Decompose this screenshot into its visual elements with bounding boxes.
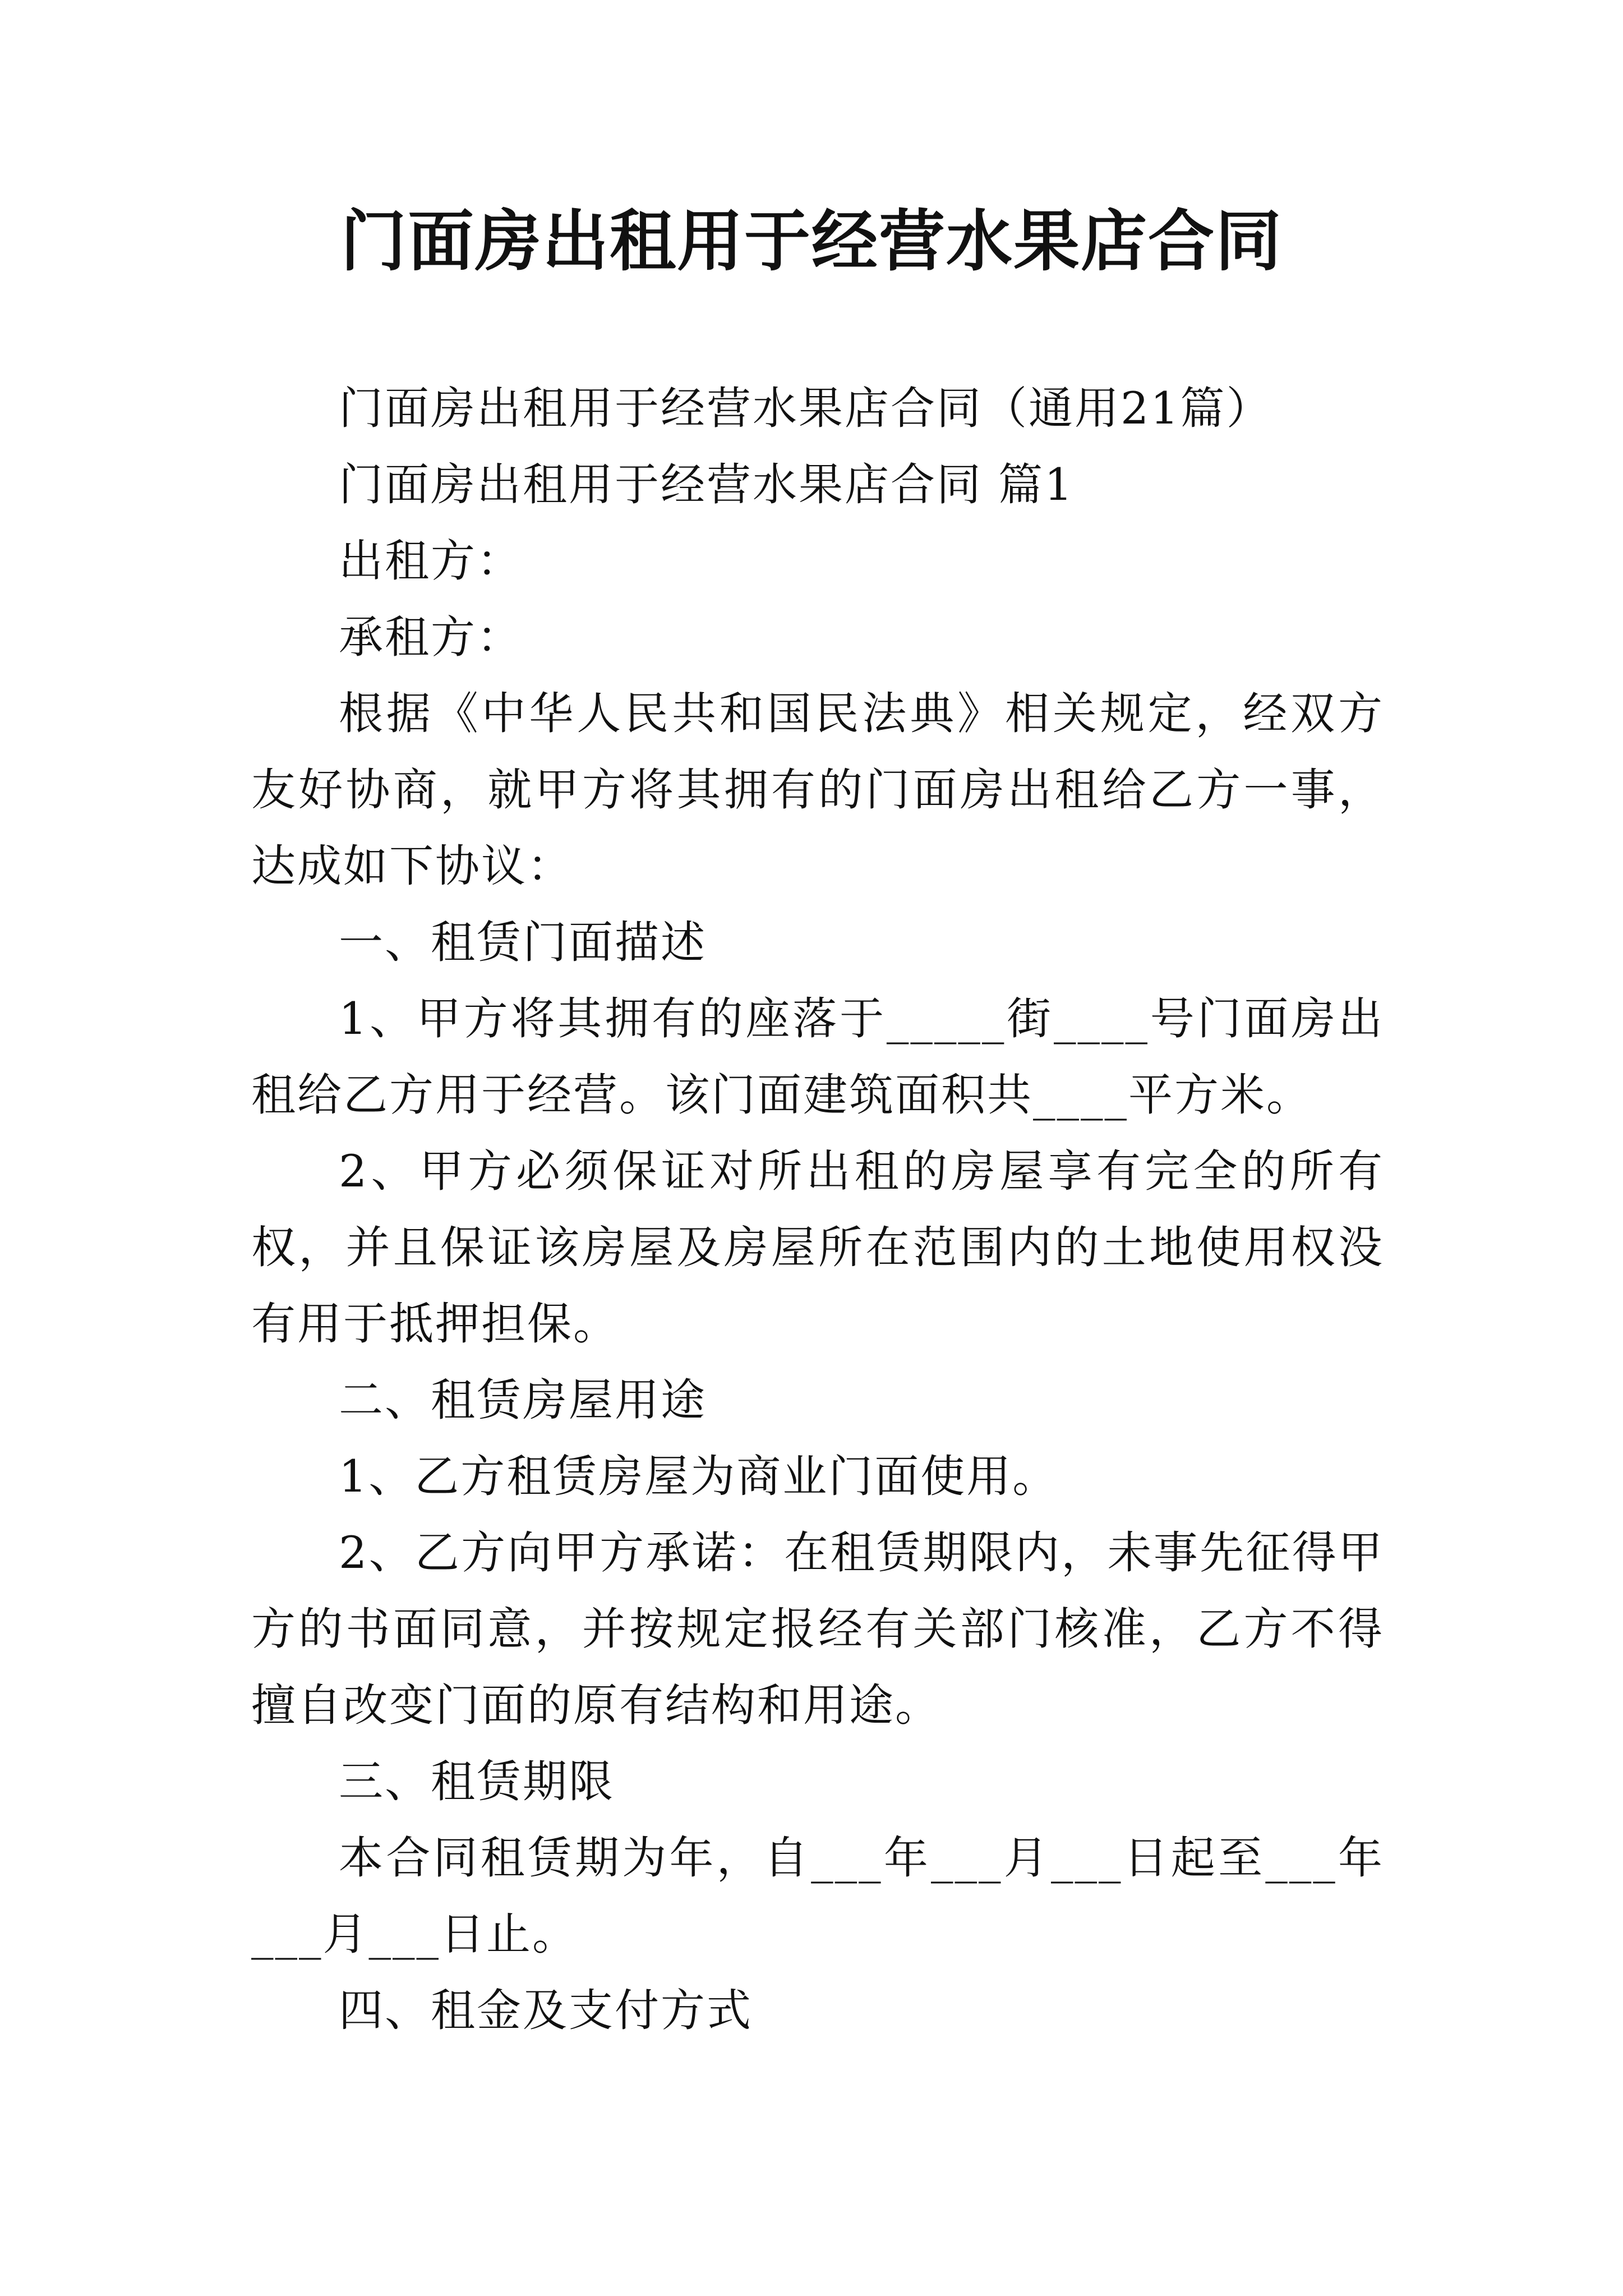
subtitle-paragraph: 门面房出租用于经营水果店合同（通用21篇） <box>339 383 1272 434</box>
clause-heading-4: 四、租金及支付方式 <box>339 1985 753 2036</box>
clause-1-2: 2、甲方必须保证对所出租的房屋享有完全的所有权，并且保证该房屋及房屋所在范围内的土地使用权没有用于抵押担保。 <box>251 1145 1384 1350</box>
clause-heading-3: 三、租赁期限 <box>339 1756 615 1807</box>
lessor-line: 出租方： <box>339 535 523 587</box>
section-heading-part-1: 门面房出租用于经营水果店合同 篇1 <box>339 459 1075 510</box>
clause-2-1: 1、乙方租赁房屋为商业门面使用。 <box>339 1451 1059 1502</box>
clause-1-1: 1、甲方将其拥有的座落于_____街____号门面房出租给乙方用于经营。该门面建筑面积共____平方米。 <box>251 993 1384 1121</box>
preamble-paragraph: 根据《中华人民共和国民法典》相关规定，经双方友好协商，就甲方将其拥有的门面房出租给乙方一事，达成如下协议： <box>251 688 1384 892</box>
document-title: 门面房出租用于经营水果店合同 <box>340 202 1283 280</box>
clause-heading-2: 二、租赁房屋用途 <box>339 1374 707 1426</box>
lessee-line: 承租方： <box>339 611 523 663</box>
clause-3-1: 本合同租赁期为年，自___年___月___日起至___年___月___日止。 <box>251 1832 1384 1960</box>
clause-heading-1: 一、租赁门面描述 <box>339 917 707 968</box>
document-body <box>251 370 1384 2049</box>
clause-2-2: 2、乙方向甲方承诺：在租赁期限内，未事先征得甲方的书面同意，并按规定报经有关部门核准，乙方不得擅自改变门面的原有结构和用途。 <box>251 1527 1384 1731</box>
